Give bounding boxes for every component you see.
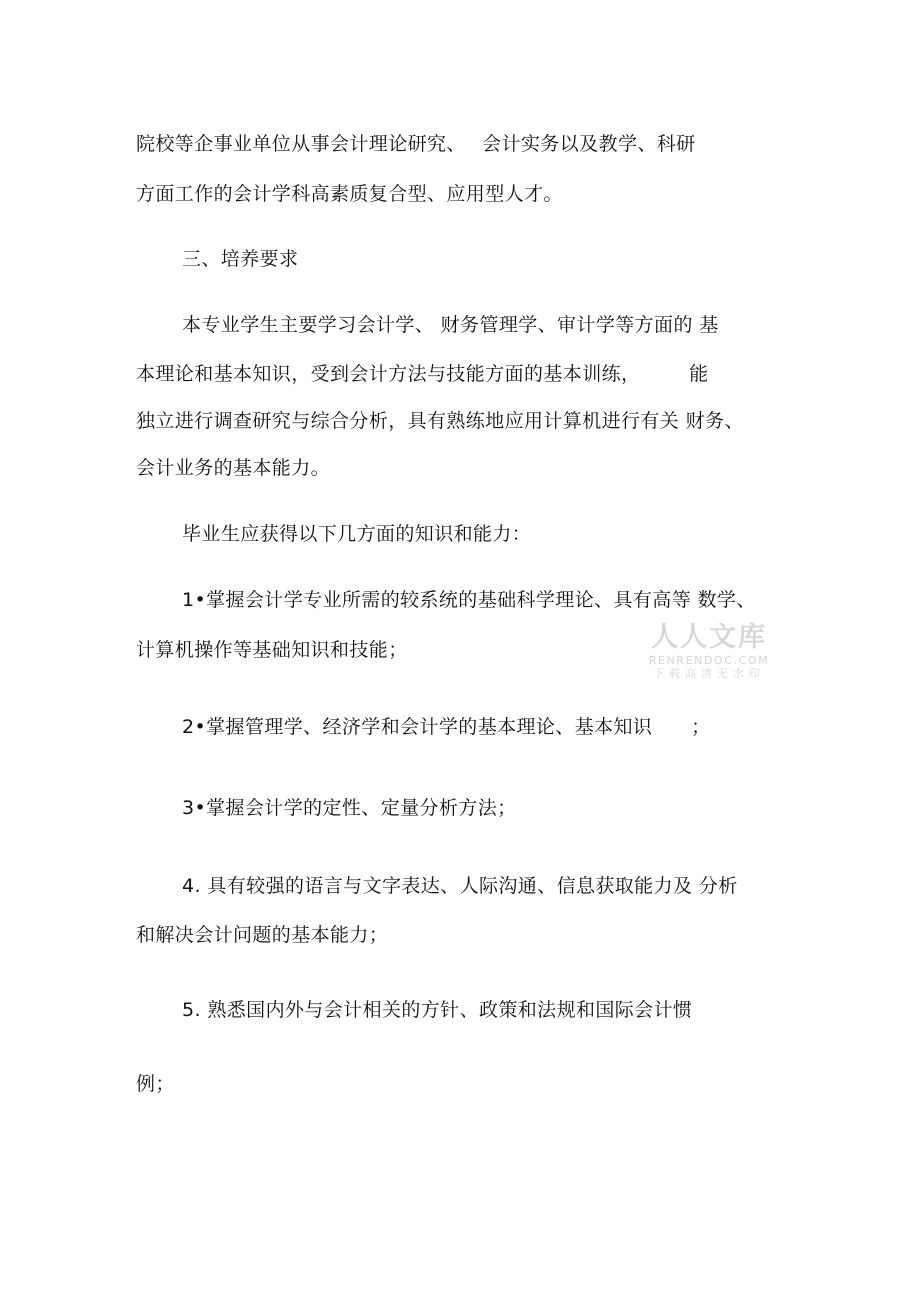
text-line: 例； [136,1073,175,1095]
list-item: 1•掌握会计学专业所需的较系统的基础科学理论、具有高等 数学、 [182,589,756,611]
text-line: 毕业生应获得以下几方面的知识和能力： [182,523,532,545]
list-item: 5. 熟悉国内外与会计相关的方针、政策和法规和国际会计惯 [182,999,693,1021]
text-line: 本专业学生主要学习会计学、 财务管理学、审计学等方面的 基 [182,314,719,336]
watermark-domain: RENRENDOC.COM [648,654,770,667]
text-line: 会计业务的基本能力。 [136,457,331,479]
watermark-title: 人人文库 [651,622,767,653]
text-line: 计算机操作等基础知识和技能； [136,639,408,661]
text-line: 本理论和基本知识，受到会计方法与技能方面的基本训练， 能 [136,363,709,385]
text-line: 院校等企事业单位从事会计理论研究、 会计实务以及教学、科研 [136,133,696,155]
watermark-logo [644,622,774,681]
watermark-subtitle: 下载高清无水印 [653,667,765,680]
list-item: 4. 具有较强的语言与文字表达、人际沟通、信息获取能力及 分析 [182,875,738,897]
text-line: 方面工作的会计学科高素质复合型、应用型人才。 [136,183,563,205]
text-line: 和解决会计问题的基本能力； [136,924,389,946]
list-item: 3•掌握会计学的定性、定量分析方法； [182,797,517,819]
section-heading: 三、培养要求 [182,248,299,270]
text-line: 独立进行调查研究与综合分析，具有熟练地应用计算机进行有关 财务、 [136,410,744,432]
list-item: 2•掌握管理学、经济学和会计学的基本理论、基本知识 ； [182,716,711,738]
